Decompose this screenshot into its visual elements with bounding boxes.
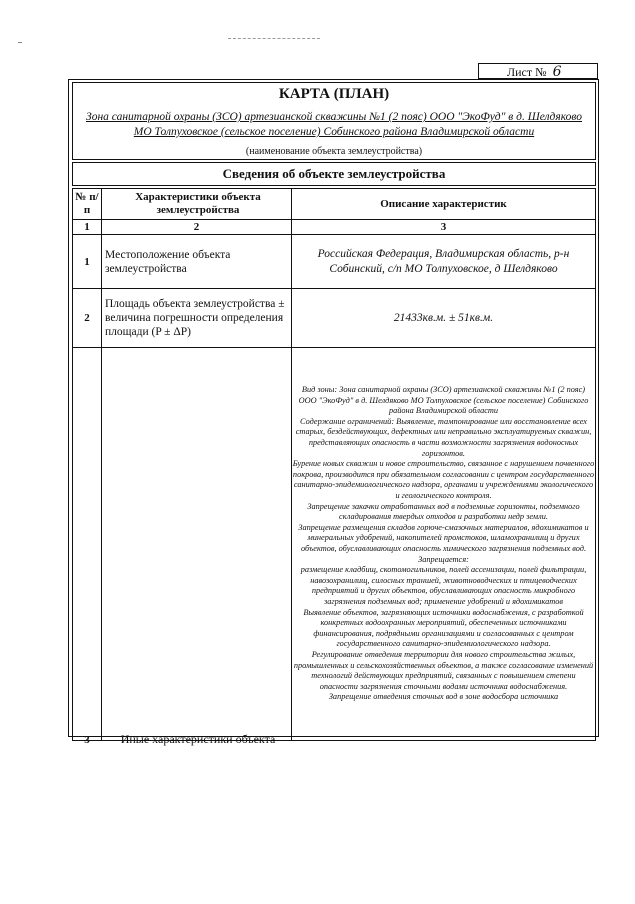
description-paragraph: Запрещение размещения складов горюче-смазочных материалов, ядохимикатов и минеральных удобрений, накопителей промстоков, шламохранилищ и других объектов, обуславливающих опасность химического загрязнения подземных вод. — [298, 522, 589, 553]
description-paragraph: Бурение новых скважин и новое строительство, связанное с нарушением почвенного покрова, производится при обязательном согласовании с центром государственного санитарно-эпидемиологического надзора, органами и учреждениями экологического и геологического контроля. — [292, 459, 595, 501]
description-paragraph: Вид зоны: Зона санитарной охраны (ЗСО) артезианской скважины №1 (2 пояс) ООО "ЭкоФуд" в д. Шелдяково МО Толпуховское (сельское поселение) Собинского района Владимирской области — [298, 385, 589, 416]
section-title: Сведения об объекте землеустройства — [72, 162, 596, 186]
description-paragraph: Запрещение отведения сточных вод в зоне водосбора источника — [328, 692, 559, 702]
table-header-row — [73, 189, 596, 220]
object-name: Зона санитарной охраны (ЗСО) артезианской скважины №1 (2 пояс) ООО "ЭкоФуд" в д. Шелдяково МО Толпуховское (сельское поселение) Собинского района Владимирской области — [86, 111, 582, 138]
table-index-row — [73, 220, 596, 235]
index-cell: 2 — [102, 220, 292, 235]
document-title: КАРТА (ПЛАН) — [278, 86, 390, 102]
restrictions-description — [292, 348, 596, 741]
description-paragraph: размещение кладбищ, скотомогильников, полей ассенизации, полей фильтрации, навозохранилищ, силосных траншей, животноводческих и птицеводческих предприятий и других объектов, обуславливающих опасность микробного загрязнения подземных вод; применение удобрений и ядохимикатов — [300, 565, 587, 606]
scan-artifact-dot — [18, 42, 22, 43]
object-info-table — [72, 188, 596, 746]
row-characteristic: Иные характеристики объекта — [102, 348, 292, 741]
index-cell: 1 — [73, 220, 102, 235]
table-row — [73, 348, 596, 741]
row-description: 21433кв.м. ± 51кв.м. — [292, 289, 596, 348]
description-paragraph: Регулирование отведения территории для нового строительства жилых, промышленных и сельскохозяйственных объектов, а также согласование изменений технологий действующих предприятий, связанных с повышением степени опасности загрязнения сточными водами источника водоснабжения. — [293, 649, 594, 691]
sheet-number: 6 — [552, 64, 562, 80]
header-characteristics: Характеристики объекта землеустройства — [102, 189, 292, 220]
description-paragraph: Выявление объектов, загрязняющих источники водоснабжения, с разработкой конкретных водоохранных мероприятий, обеспеченных источниками финансирования, подрядными организациями и согласованных с центром государственного санитарно-эпидемиологического надзора. — [303, 607, 584, 649]
row-description: Российская Федерация, Владимирская область, р-н Собинский, с/п МО Толпуховское, д Шелдяково — [292, 235, 596, 289]
row-number: 1 — [73, 235, 102, 289]
row-characteristic: Местоположение объекта землеустройства — [102, 235, 292, 289]
scan-artifact-line — [228, 38, 320, 39]
index-cell: 3 — [292, 220, 596, 235]
table-row — [73, 235, 596, 289]
row-characteristic: Площадь объекта землеустройства ± величина погрешности определения площади (P ± ΔP) — [102, 289, 292, 348]
object-name-caption: (наименование объекта землеустройства) — [245, 146, 423, 157]
row-number: 2 — [73, 289, 102, 348]
sheet-label: Лист № — [507, 65, 547, 79]
description-paragraph: Запрещается: — [418, 554, 469, 564]
sheet-number-box — [478, 63, 598, 79]
row-number: 3 — [73, 348, 102, 741]
header-num: № п/п — [73, 189, 102, 220]
table-row — [73, 289, 596, 348]
description-paragraph: Запрещение закачки отработанных вод в подземные горизонты, подземного складирования твердых отходов и разработки недр земли. — [307, 501, 580, 522]
header-description: Описание характеристик — [292, 189, 596, 220]
description-paragraph: Содержание ограничений: Выявление, тампонирование или восстановление всех старых, бездействующих, дефектных или неправильно эксплуатируемых скважин, представляющих опасность в части возможности загрязнения водоносных горизонтов. — [295, 416, 592, 458]
